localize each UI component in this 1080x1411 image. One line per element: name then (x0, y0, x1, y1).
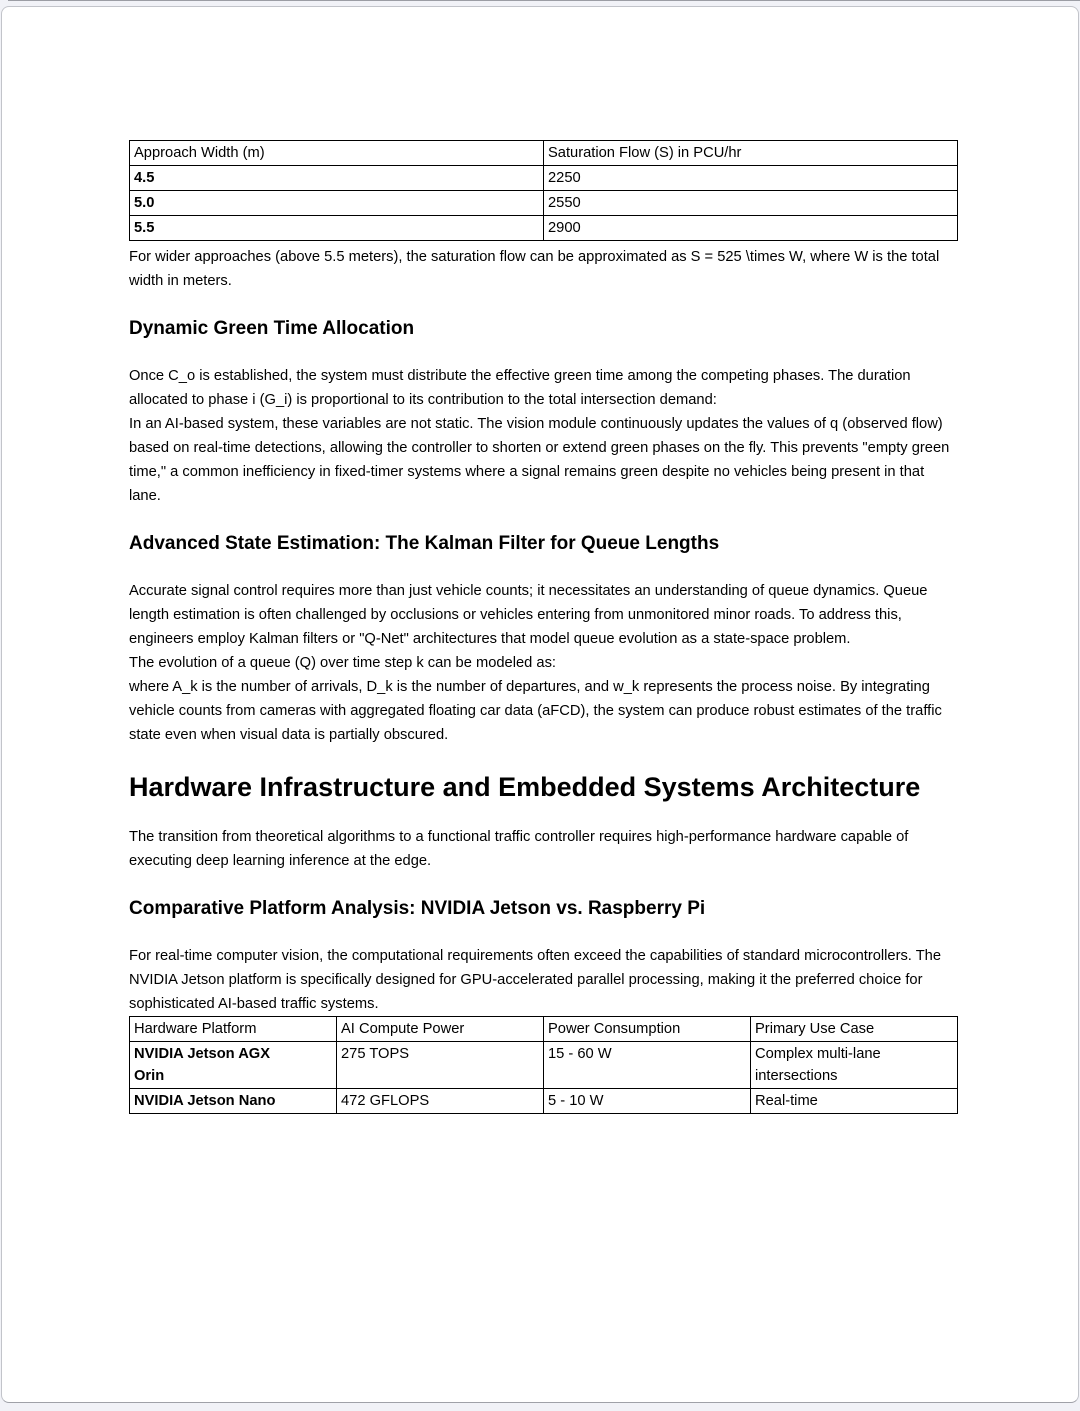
table-header-cell: Power Consumption (544, 1017, 751, 1042)
table-cell: 5.0 (130, 191, 544, 216)
table-row (130, 1042, 958, 1089)
table-cell: 2550 (544, 191, 958, 216)
heading-comparative-platform: Comparative Platform Analysis: NVIDIA Jetson vs. Raspberry Pi (129, 898, 706, 919)
heading-hardware-infrastructure: Hardware Infrastructure and Embedded Systems Architecture (129, 772, 921, 802)
table-row (130, 216, 958, 241)
heading-dynamic-green-time: Dynamic Green Time Allocation (129, 318, 415, 339)
table-cell: 2900 (544, 216, 958, 241)
hardware-platform-table (129, 1016, 958, 1114)
table-header-cell: AI Compute Power (337, 1017, 544, 1042)
table-header-cell: Primary Use Case (751, 1017, 958, 1042)
document-content (2, 7, 1078, 1114)
table-cell: 275 TOPS (337, 1042, 544, 1089)
paragraph-kalman-2: The evolution of a queue (Q) over time step k can be modeled as: (129, 655, 556, 671)
paragraph-kalman-1: Accurate signal control requires more than just vehicle counts; it necessitates an understanding of queue dynamics. Queue length estimation is often challenged by occlusions or vehicles entering from unmonitored minor roads. To address this, engineers employ Kalman filters or "Q-Net" architectures that model queue evolution as a state-space problem. (129, 583, 928, 647)
table-cell: 2250 (544, 166, 958, 191)
previous-page-bottom-edge (8, 0, 1080, 1)
table-cell: 5.5 (130, 216, 544, 241)
table-cell: 5 - 10 W (544, 1089, 751, 1114)
table-cell: Complex multi-lane intersections (751, 1042, 958, 1089)
table-cell: Real-time (751, 1089, 958, 1114)
paragraph-kalman-3: where A_k is the number of arrivals, D_k is the number of departures, and w_k represents the process noise. By integrating vehicle counts from cameras with aggregated floating car data (aFCD), the system can produce robust estimates of the traffic state even when visual data is partially obscured. (129, 679, 942, 743)
paragraph-green-time-2: In an AI-based system, these variables are not static. The vision module continuously updates the values of q (observed flow) based on real-time detections, allowing the controller to shorten or extend green phases on the fly. This prevents "empty green time," a common inefficiency in fixed-timer systems where a signal remains green despite no vehicles being present in that lane. (129, 416, 950, 504)
paragraph-saturation-note: For wider approaches (above 5.5 meters), the saturation flow can be approximated as S = 525 \times W, where W is the total width in meters. (129, 249, 940, 289)
table-header-cell: Hardware Platform (130, 1017, 337, 1042)
heading-kalman-filter: Advanced State Estimation: The Kalman Filter for Queue Lengths (129, 533, 720, 554)
table-header-cell: Approach Width (m) (130, 141, 544, 166)
table-cell: 15 - 60 W (544, 1042, 751, 1089)
paragraph-realtime-vision: For real-time computer vision, the computational requirements often exceed the capabilities of standard microcontrollers. The NVIDIA Jetson platform is specifically designed for GPU-accelerated parallel processing, making it the preferred choice for sophisticated AI-based traffic systems. (129, 948, 942, 1012)
table-header-row (130, 141, 958, 166)
table-row (130, 191, 958, 216)
table-row (130, 1089, 958, 1114)
table-cell: NVIDIA Jetson Nano (130, 1089, 337, 1114)
table-cell-text: NVIDIA Jetson AGX Orin (134, 1046, 271, 1084)
table-cell: 4.5 (130, 166, 544, 191)
table-row (130, 166, 958, 191)
table-cell: 472 GFLOPS (337, 1089, 544, 1114)
paragraph-green-time-1: Once C_o is established, the system must distribute the effective green time among the competing phases. The duration allocated to phase i (G_i) is proportional to its contribution to the total intersection demand: (129, 368, 911, 408)
table-header-row (130, 1017, 958, 1042)
table-cell (130, 1042, 337, 1089)
document-page (1, 6, 1079, 1403)
saturation-flow-table (129, 140, 958, 241)
paragraph-transition: The transition from theoretical algorithms to a functional traffic controller requires high-performance hardware capable of executing deep learning inference at the edge. (129, 829, 909, 869)
table-header-cell: Saturation Flow (S) in PCU/hr (544, 141, 958, 166)
